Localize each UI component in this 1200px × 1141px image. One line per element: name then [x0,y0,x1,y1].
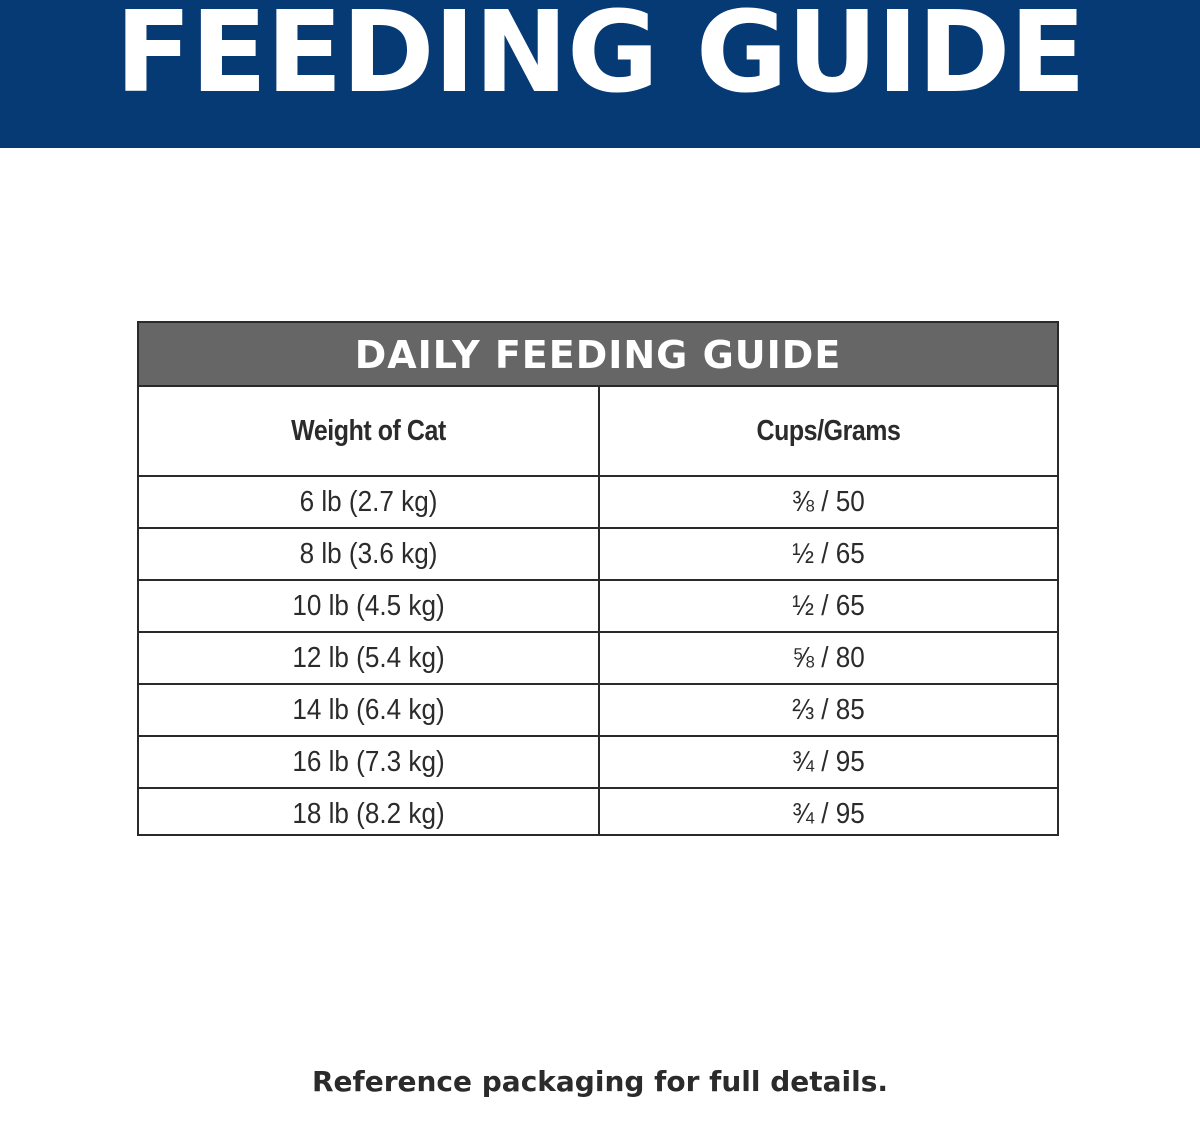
amount-cell: ¾ / 95 [792,745,865,778]
table-header-row [139,387,1057,477]
table-row [139,633,1057,685]
table-title: DAILY FEEDING GUIDE [139,323,1057,387]
weight-cell: 6 lb (2.7 kg) [299,485,438,518]
weight-cell: 10 lb (4.5 kg) [292,589,445,622]
table-row [139,581,1057,633]
weight-cell: 16 lb (7.3 kg) [292,745,445,778]
table-row [139,477,1057,529]
amount-cell: ¾ / 95 [792,797,865,830]
amount-cell: ½ / 65 [792,537,865,570]
amount-cell: ⅜ / 50 [792,485,865,518]
weight-cell: 14 lb (6.4 kg) [292,693,445,726]
footnote: Reference packaging for full details. [311,1065,889,1098]
daily-feeding-guide-table [137,321,1059,836]
table-row [139,737,1057,789]
column-header-cups-grams: Cups/Grams [756,414,901,447]
table-row [139,529,1057,581]
amount-cell: ½ / 65 [792,589,865,622]
amount-cell: ⅝ / 80 [792,641,865,674]
amount-cell: ⅔ / 85 [792,693,865,726]
column-header-weight: Weight of Cat [291,414,446,447]
page-title: FEEDING GUIDE [115,0,1085,118]
table-row [139,685,1057,737]
weight-cell: 18 lb (8.2 kg) [292,797,445,830]
table-row [139,789,1057,839]
weight-cell: 12 lb (5.4 kg) [292,641,445,674]
title-banner [0,0,1200,148]
weight-cell: 8 lb (3.6 kg) [299,537,438,570]
